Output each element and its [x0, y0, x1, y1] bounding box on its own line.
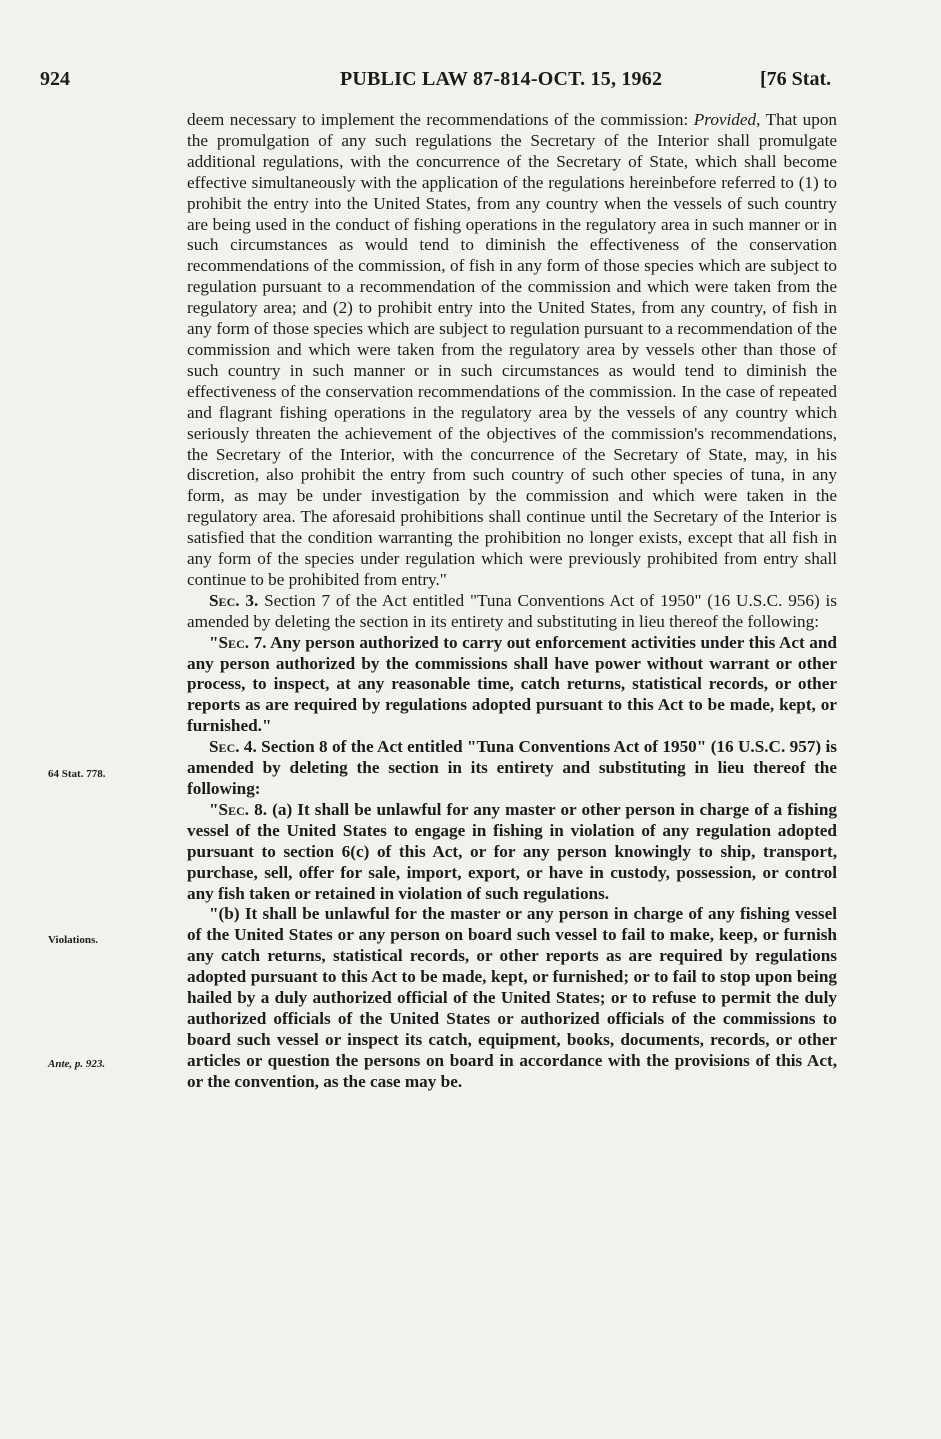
section-label: Sec. 3.: [209, 590, 259, 610]
text-run: "(b) It shall be unlawful for the master or any person in charge of any fishing vessel of the United States or any person on board such vessel to fail to make, keep, or furnish any catch returns, statistical records, or other reports as are required by regulations adopted pursuant to this Act to be made, kept, or furnished; or to fail to stop upon being hailed by a duly authorized official of the United States; or to refuse to permit the duly authorized officials of the United States or authorized officials of the commissions to board such vessel or inspect its catch, equipment, books, documents, records, or other articles or question the persons on board in accordance with the provisions of this Act, or the convention, as the case may be.: [187, 904, 837, 1091]
paragraph-sec-3: [187, 591, 837, 633]
margin-note-stat-ref: 64 Stat. 778.: [48, 768, 106, 780]
volume-reference: [76 Stat.: [760, 68, 832, 90]
text-run: , That upon the promulgation of any such regulations the Secretary of the Interior shall promulgate additional regulations, with the concurrence of the Secretary of State, which shall become effective simultaneously with the application of the regulations hereinbefore referred to (1) to prohibit the entry into the United States, from any country when the vessels of such country are being used in the conduct of fishing operations in the regulatory area in such manner or in such circumstances as would tend to diminish the effectiveness of the conservation recommendations of the commission, of fish in any form of those species which are subject to regulation pursuant to a recommendation of the commission and which were taken from the regulatory area; and (2) to prohibit entry into the United States, from any country, of fish in any form of those species which are subject to regulation pursuant to a recommendation of the commission and which were taken from the regulatory area by vessels other than those of such country in such manner or in such circumstances as would tend to diminish the effectiveness of the conservation recommendations of the commission. In the case of repeated and flagrant fishing operations in the regulatory area by the vessels of any country which seriously threaten the achievement of the objectives of the commission's recommendations, the Secretary of the Interior, with the concurrence of the Secretary of State, may, in his discretion, also prohibit the entry from such country of such other species of tuna, in any form, as may be under investigation by the commission and which were taken in the regulatory area. The aforesaid prohibitions shall continue until the Secretary of the Interior is satisfied that the condition warranting the prohibition no longer exists, except that all fish in any form of the species under regulation which were previously prohibited from entry shall continue to be prohibited from entry.": [187, 110, 838, 589]
page-header: [0, 68, 941, 98]
paragraph-sec-8b: [187, 904, 837, 1092]
page-number: 924: [40, 68, 70, 90]
section-label: "Sec. 8.: [209, 799, 268, 819]
provided-word: Provided: [693, 110, 757, 129]
paragraph-sec-8a: [187, 800, 837, 905]
margin-note-violations: Violations.: [48, 934, 99, 946]
text-run: Section 7 of the Act entitled "Tuna Conventions Act of 1950" (16 U.S.C. 956) is amended by deleting the section in its entirety and substituting in lieu thereof the following:: [187, 590, 837, 631]
text-run: Any person authorized to carry out enforcement activities under this Act and any person authorized by the commissions shall have power without warrant or other process, to inspect, at any reasonable time, catch returns, statistical records, or other reports as are required by regulations adopted pursuant to this Act to be made, kept, or furnished.": [187, 632, 837, 736]
text-run: Section 8 of the Act entitled "Tuna Conventions Act of 1950" (16 U.S.C. 957) is amended by deleting the section in its entirety and substituting in lieu thereof the following:: [187, 737, 837, 798]
paragraph-continuation: [187, 110, 837, 591]
text-run: (a) It shall be unlawful for any master or other person in charge of a fishing vessel of the United States to engage in fishing in violation of any regulation adopted pursuant to section 6(c) of this Act, or for any person knowingly to ship, transport, purchase, sell, offer for sale, import, export, or have in custody, possession, or control any fish taken or retained in violation of such regulations.: [187, 799, 837, 903]
running-head: PUBLIC LAW 87-814-OCT. 15, 1962: [340, 68, 663, 90]
section-label: "Sec. 7.: [209, 632, 267, 652]
text-run: deem necessary to implement the recommendations of the commission:: [187, 110, 694, 129]
section-label: Sec. 4.: [209, 737, 257, 757]
body-text: [187, 110, 837, 1093]
margin-note-ante: Ante, p. 923.: [48, 1058, 106, 1070]
paragraph-sec-4: [187, 737, 837, 800]
paragraph-sec-7: [187, 633, 837, 738]
